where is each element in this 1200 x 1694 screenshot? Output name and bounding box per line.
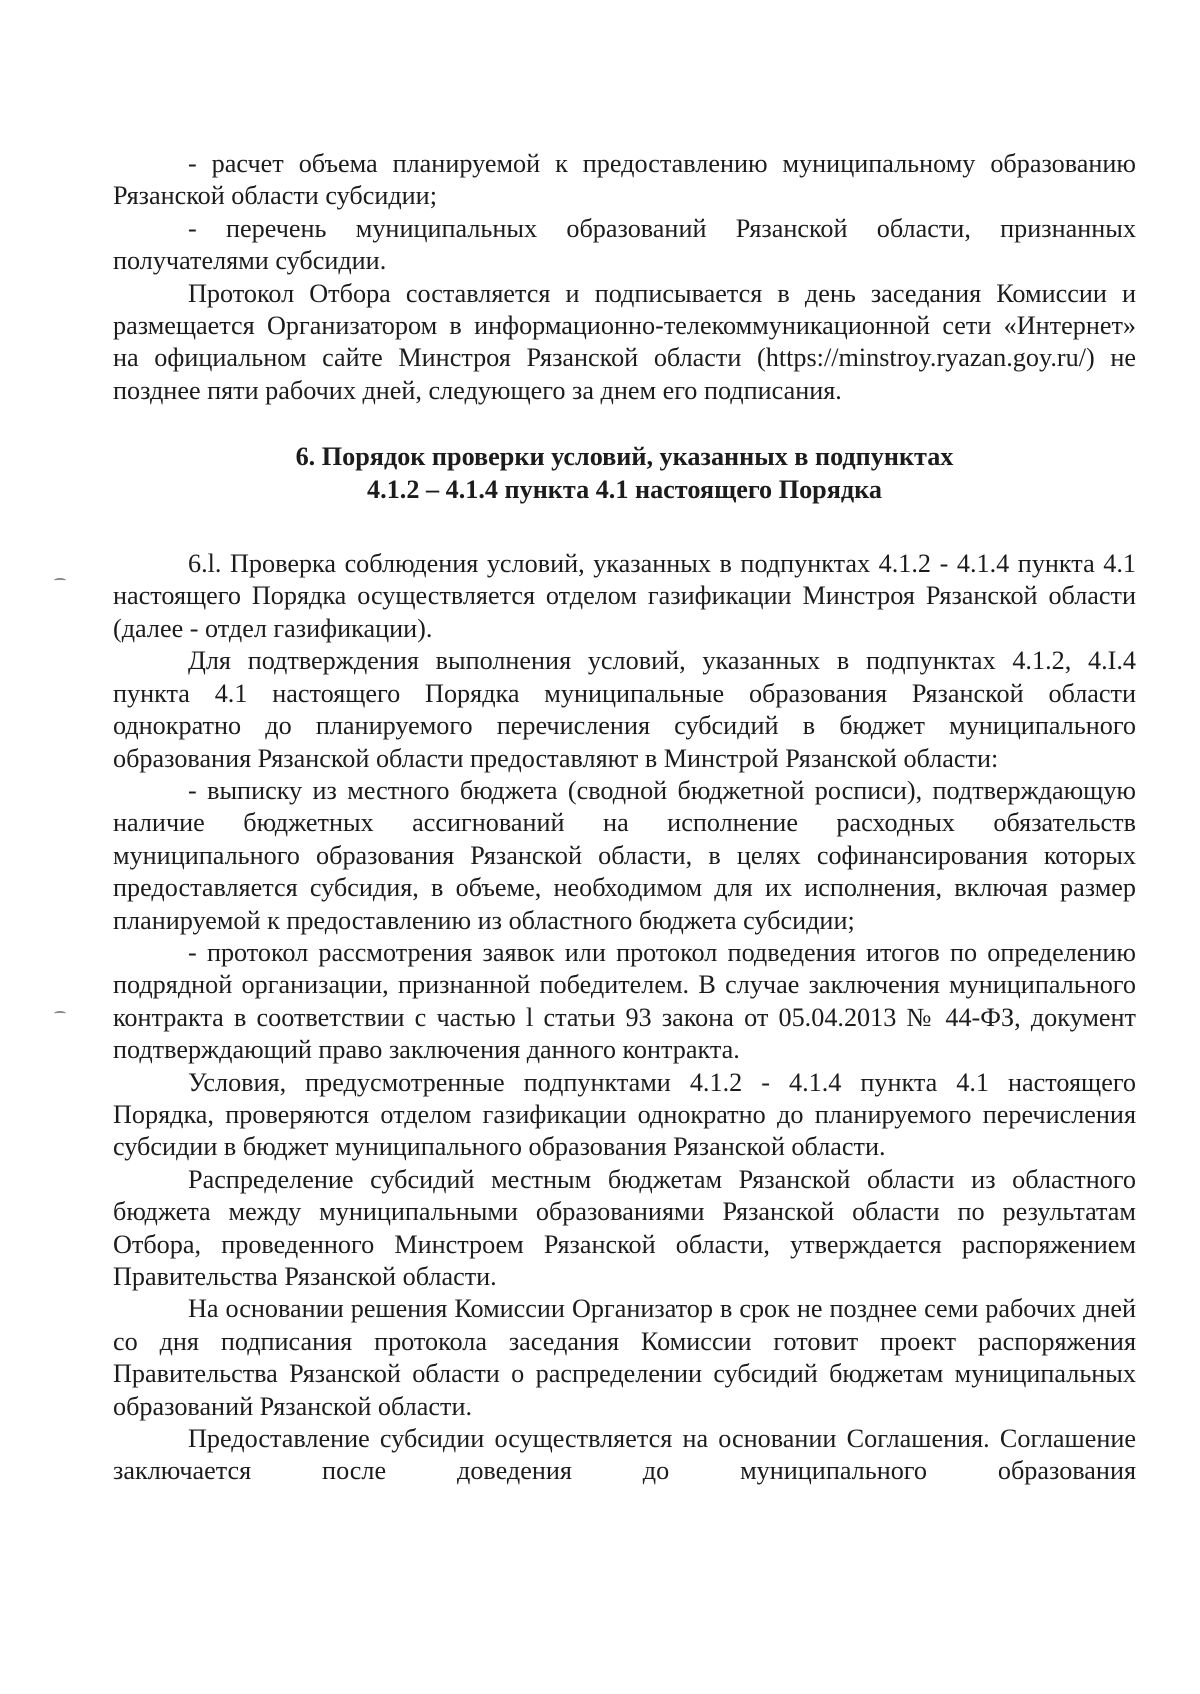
paragraph: - расчет объема планируемой к предоставлению муниципальному образованию Рязанской области субсидии; — [113, 149, 1136, 211]
document-body — [113, 148, 1136, 1488]
section-heading — [113, 441, 1136, 506]
paragraph: На основании решения Комиссии Организатор в срок не позднее семи рабочих дней со дня подписания протокола заседания Комиссии готовит проект распоряжения Правительства Рязанской области о распределении субсидий бюджетам муниципальных образований Рязанской области. — [113, 1294, 1136, 1421]
list-item-paragraph: - протокол рассмотрения заявок или протокол подведения итогов по определению подрядной организации, признанной победителем. В случае заключения муниципального контракта в соответствии с частью l статьи 93 закона от 05.04.2013 № 44-ФЗ, документ подтверждающий право заключения данного контракта. — [113, 937, 1136, 1065]
scan-margin-mark — [54, 578, 66, 583]
paragraph: Протокол Отбора составляется и подписывается в день заседания Комиссии и размещается Организатором в информационно-телекоммуникационной сети «Интернет» на официальном сайте Минстроя Рязанской области (https://minstroy.ryazan.goy.ru/) не позднее пяти рабочих дней, следующего за днем его подписания. — [113, 278, 1136, 405]
paragraph: Условия, предусмотренные подпунктами 4.1.2 - 4.1.4 пункта 4.1 настоящего Порядка, проверяются отделом газификации однократно до планируемого перечисления субсидии в бюджет муниципального образования Рязанской области. — [113, 1067, 1136, 1162]
paragraph: Распределение субсидий местным бюджетам Рязанской области из областного бюджета между муниципальными образованиями Рязанской области по результатам Отбора, проведенного Минстроем Рязанской области, утверждается распоряжением Правительства Рязанской области. — [113, 1164, 1136, 1291]
paragraph: - перечень муниципальных образований Рязанской области, признанных получателями субсидии. — [113, 213, 1136, 276]
list-item-paragraph: - выписку из местного бюджета (сводной бюджетной росписи), подтверждающую наличие бюджетных ассигнований на исполнение расходных обязательств муниципального образования Рязанской области, в целях софинансирования которых предоставляется субсидия, в объеме, необходимом для их исполнения, включая размер планируемой к предоставлению из областного бюджета субсидии; — [113, 775, 1136, 935]
section-heading-line: 6. Порядок проверки условий, указанных в подпунктах — [295, 442, 954, 472]
paragraph: Для подтверждения выполнения условий, указанных в подпунктах 4.1.2, 4.I.4 пункта 4.1 настоящего Порядка муниципальные образования Рязанской области однократно до планируемого перечисления субсидий в бюджет муниципального образования Рязанской области предоставляют в Минстрой Рязанской области: — [113, 646, 1136, 773]
paragraph: Предоставление субсидии осуществляется на основании Соглашения. Соглашение заключается после доведения до муниципального образования — [113, 1424, 1136, 1486]
section-heading-line: 4.1.2 – 4.1.4 пункта 4.1 настоящего Порядка — [367, 474, 882, 504]
scan-margin-mark — [54, 1011, 66, 1016]
paragraph: 6.l. Проверка соблюдения условий, указанных в подпунктах 4.1.2 - 4.1.4 пункта 4.1 настоящего Порядка осуществляется отделом газификации Минстроя Рязанской области (далее - отдел газификации). — [113, 549, 1136, 643]
